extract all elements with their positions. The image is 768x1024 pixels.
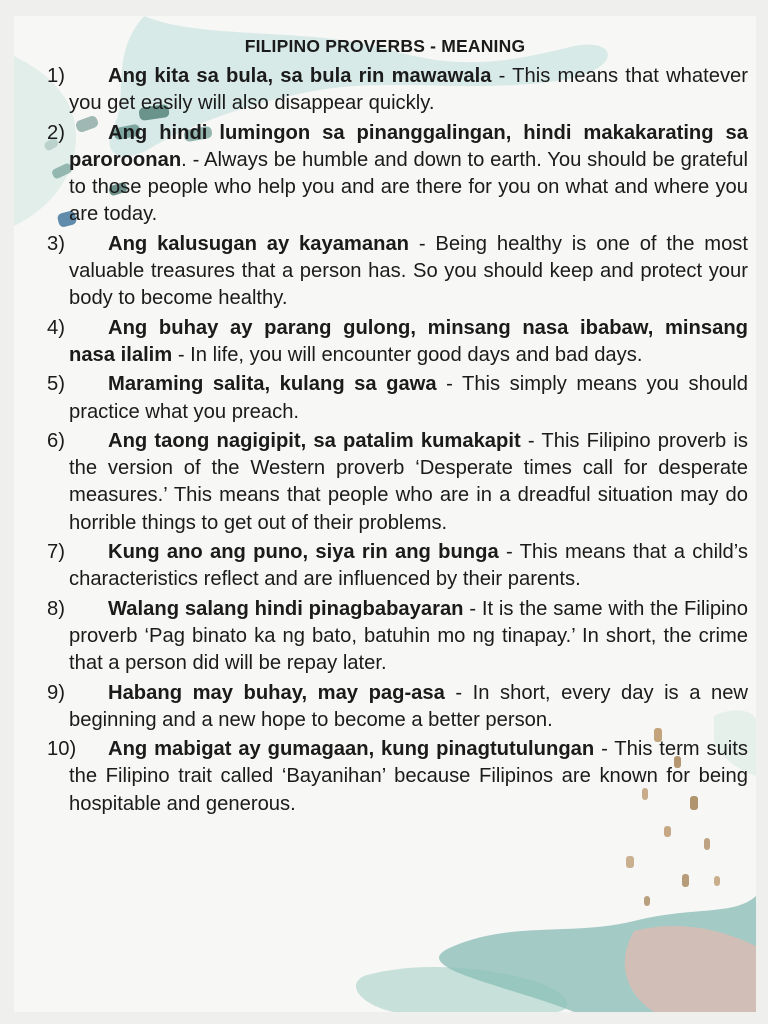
proverb-number: 3) [47, 232, 65, 255]
proverb-item [14, 120, 756, 229]
proverb-phrase: Kung ano ang puno, siya rin ang bunga [108, 541, 499, 564]
proverb-phrase: Ang kita sa bula, sa bula rin mawawala [108, 65, 492, 87]
proverb-number: 5) [47, 373, 65, 396]
proverb-meaning: . - Always be humble and down to earth. You should be grateful to those people who help you and are there for you on what and where you are today. [69, 148, 748, 226]
proverb-item [14, 428, 756, 537]
proverb-number: 4) [47, 316, 65, 339]
proverb-phrase: Ang buhay ay parang gulong, minsang nasa ibabaw, minsang nasa ilalim [69, 316, 748, 366]
proverb-item [14, 371, 756, 426]
document-title: FILIPINO PROVERBS - MEANING [244, 36, 526, 56]
proverb-item [14, 63, 756, 118]
proverb-phrase: Maraming salita, kulang sa gawa [108, 373, 437, 396]
proverb-item [14, 680, 756, 735]
proverb-meaning: - This means that whatever you get easily will also disappear quickly. [69, 65, 749, 115]
proverb-meaning: - It is the same with the Filipino proverb ‘Pag binato ka ng bato, batuhin mo ng tinapay.’ In short, the crime that a person did will be repay later. [69, 597, 748, 675]
proverb-meaning: - In life, you will encounter good days and bad days. [172, 343, 643, 366]
proverb-item [14, 596, 756, 678]
proverb-number: 9) [47, 681, 65, 704]
document-body [14, 36, 756, 820]
proverb-number: 2) [47, 121, 65, 144]
proverb-number: 10) [47, 738, 77, 761]
proverb-number: 6) [47, 429, 65, 452]
proverb-item [14, 231, 756, 313]
proverb-meaning: - In short, every day is a new beginning and a new hope to become a better person. [69, 681, 748, 731]
proverb-phrase: Ang hindi lumingon sa pinanggalingan, hindi makakarating sa paroroonan [69, 121, 748, 171]
proverb-phrase: Ang taong nagigipit, sa patalim kumakapit [108, 429, 521, 452]
proverb-meaning: - This term suits the Filipino trait called ‘Bayanihan’ because Filipinos are known for being hospitable and generous. [69, 738, 748, 815]
proverb-meaning: - This means that a child’s characteristics reflect and are influenced by their parents. [69, 541, 749, 591]
proverb-phrase: Walang salang hindi pinagbabayaran [108, 597, 464, 620]
proverb-item [14, 539, 756, 594]
proverb-number: 1) [47, 65, 65, 87]
proverb-number: 8) [47, 597, 65, 620]
proverb-number: 7) [47, 541, 65, 564]
proverb-list [14, 63, 756, 818]
proverb-phrase: Ang kalusugan ay kayamanan [108, 232, 410, 255]
proverb-phrase: Ang mabigat ay gumagaan, kung pinagtutulungan [108, 738, 595, 761]
watercolor-pink-wash-bottom [625, 926, 756, 1012]
proverb-phrase: Habang may buhay, may pag-asa [108, 681, 445, 704]
proverb-meaning: - This simply means you should practice what you preach. [69, 373, 749, 423]
document-page [14, 16, 756, 1012]
proverb-meaning: - Being healthy is one of the most valuable treasures that a person has. So you should keep and protect your body to become healthy. [69, 232, 749, 310]
proverb-item [14, 315, 756, 370]
proverb-item [14, 736, 756, 818]
proverb-meaning: - This Filipino proverb is the version of the Western proverb ‘Desperate times call for desperate measures.’ This means that people who are in a dreadful situation may do horrible things to get out of their problems. [69, 429, 748, 534]
